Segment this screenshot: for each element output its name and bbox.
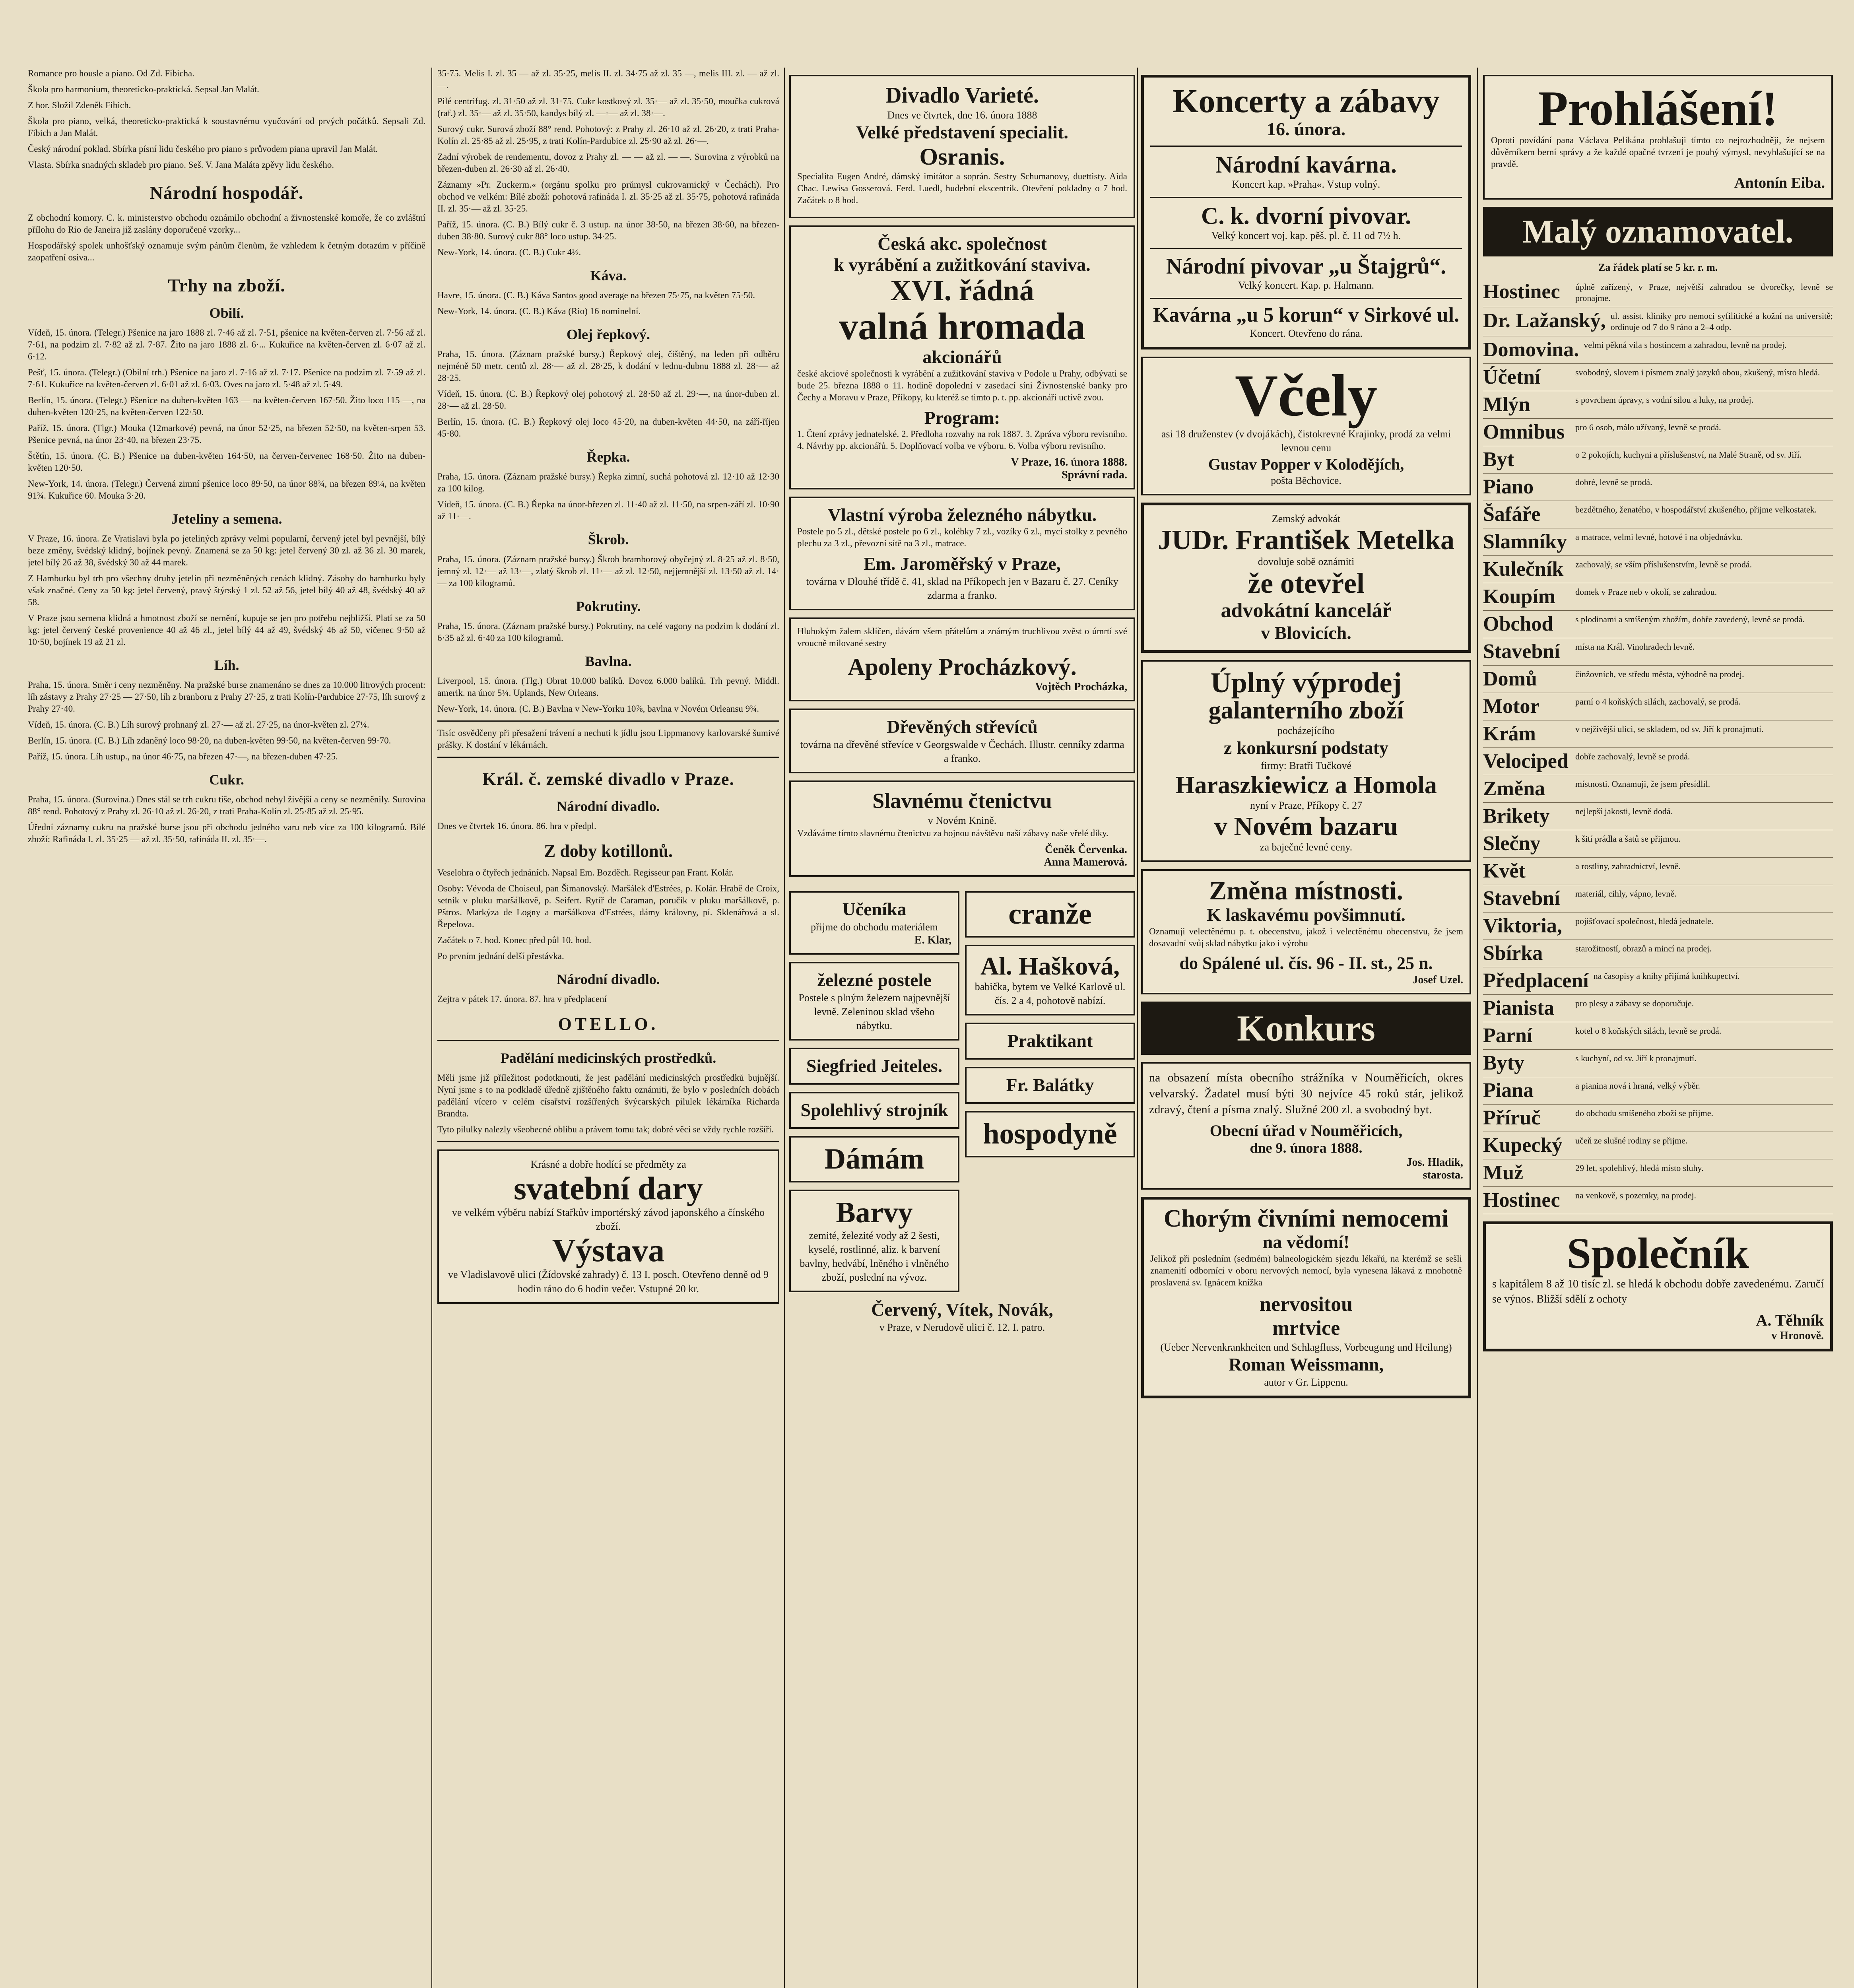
classified-keyword: Piano — [1483, 476, 1534, 499]
divider — [437, 757, 779, 758]
paragraph: Paříž, 15. února. Líh ustup., na únor 46·75, na březen 47·—, na březen-duben 47·25. — [28, 751, 338, 761]
section-title: Národní hospodář. — [149, 182, 304, 203]
paragraph: Měli jsme již příležitost podotknouti, že jest padělání medicinských prostředků bujnější. Nyní jsme s to na podkladě úředně zjištěného faktu oznámiti, že bylo v posledních dobách padělání vícero v celém císařství rozšířených švýcarských pilulek lékárníka Richarda Brandta. — [437, 1073, 779, 1118]
classified-item — [1483, 556, 1833, 583]
subsection-title: Obilí. — [209, 305, 244, 321]
classified-text: dobré, levně se prodá. — [1575, 477, 1652, 487]
classified-text: a matrace, velmi levné, hotové i na objednávku. — [1575, 532, 1743, 542]
paragraph: Praha, 15. února. (Surovina.) Dnes stál se trh cukru tiše, obchod nebyl živější a ceny se nezměnily. Surovina 88° rend. Pohotový z Prahy zl. 26·10 až zl. 26·20, z trati Praha-Kolín zl. 25·85 až zl. 25·95. — [28, 794, 425, 816]
classified-text: pro 6 osob, málo užívaný, levně se prodá. — [1575, 422, 1721, 433]
apprentice-ad: Učeníka přijme do obchodu materiálem E. Klar, — [789, 891, 959, 955]
article-body — [437, 1072, 779, 1136]
shoes-ad: Dřevěných střevíců továrna na dřevěné střevíce v Georgswalde v Čechách. Illustr. cenníky zdarma a franko. — [789, 709, 1135, 773]
paragraph: Praha, 15. února. (Záznam pražské bursy.) Řepkový olej, čištěný, na leden při odběru nejméně 50 metr. centů zl. 28·— až zl. 28·25, k dodání v lednu-dubnu 1888 zl. 28·— až 28·25. — [437, 349, 779, 383]
obituary: Hlubokým žalem sklíčen, dávám všem přátelům a známým truchlivou zvěst o úmrtí své vroucně milované sestry Apoleny Procházkový. Vojtěch Procházka, — [789, 617, 1135, 701]
paragraph: Vlasta. Sbírka snadných skladeb pro piano. Seš. V. Jana Maláta zpěvy lidu českého. — [28, 160, 334, 170]
classified-text: s povrchem úpravy, s vodní silou a luky, na prodej. — [1575, 395, 1754, 405]
classified-text: dobře zachovalý, levně se prodá. — [1575, 751, 1690, 762]
paragraph: Berlín, 15. února. (C. B.) Řepkový olej loco 45·20, na duben-květen 44·50, na září-říjen 45·80. — [437, 417, 779, 439]
classified-text: starožitností, obrazů a mincí na prodej. — [1575, 944, 1712, 954]
paragraph: Vídeň, 15. února. (C. B.) Líh surový prohnaný zl. 27·— až zl. 27·25, na únor-květen zl. 27¼. — [28, 720, 369, 730]
jeiteles-ad: Siegfried Jeiteles. — [789, 1048, 959, 1085]
paragraph: Havre, 15. února. (C. B.) Káva Santos good average na březen 75·75, na květen 75·50. — [437, 290, 755, 300]
classified-item — [1483, 940, 1833, 967]
classified-keyword: Sbírka — [1483, 942, 1543, 965]
balatky-ad: Fr. Balátky — [965, 1067, 1135, 1104]
section-body — [28, 794, 425, 845]
classified-text: místnosti. Oznamuji, že jsem přesídlil. — [1575, 779, 1710, 789]
classified-text: k šití prádla a šatů se přijmou. — [1575, 834, 1681, 844]
column-rule — [784, 68, 785, 1988]
classified-item — [1483, 1187, 1833, 1214]
classified-item — [1483, 748, 1833, 775]
classified-keyword: Obchod — [1483, 613, 1553, 636]
subsection-title: Líh. — [214, 657, 239, 673]
sale-ad: Úplný výprodej galanterního zboží pocházejícího z konkursní podstaty firmy: Bratři Tučkové Haraszkiewicz a Homola nyní v Praze, Příkopy č. 27 v Novém bazaru za baječné levné ceny. — [1141, 660, 1471, 862]
classified-text: svobodný, slovem i písmem znalý jazyků obou, zkušený, místo hledá. — [1575, 367, 1820, 378]
theater-play: Z doby kotillonů. — [544, 841, 673, 861]
paragraph: Osoby: Vévoda de Choiseul, pan Šimanovský. Maršálek d'Estrées, p. Kolár. Hrabě de Croix, setník v pluku maršálkově, p. Seifert. Rytíř de Caraman, poručík v pluku maršálkově, p. Pštros. Markýza de Logny a maršálkova d'Estrées, dámy královny, pí. Sklenářová a sl. Řepelova. — [437, 883, 779, 929]
classified-text: domek v Praze neb v okolí, se zahradou. — [1575, 587, 1717, 597]
classified-text: s kuchyní, od sv. Jiří k pronajmutí. — [1575, 1053, 1697, 1064]
paragraph: Škola pro harmonium, theoreticko-praktická. Sepsal Jan Malát. — [28, 84, 259, 94]
classified-text: velmi pěkná vila s hostincem a zahradou, levně na prodej. — [1584, 340, 1787, 350]
paragraph: Začátek o 7. hod. Konec před půl 10. hod. — [437, 935, 592, 945]
classified-text: 29 let, spolehlivý, hledá místo sluhy. — [1575, 1163, 1704, 1173]
classified-keyword: Květ — [1483, 860, 1526, 883]
paragraph: Vídeň, 15. února. (C. B.) Řepkový olej pohotový zl. 28·50 až zl. 29·—, na únor-duben zl. 28·— až zl. 28·50. — [437, 389, 779, 411]
section-title: Trhy na zboží. — [168, 275, 285, 295]
relocation-ad: Změna místnosti. K laskavému povšimnutí. Oznamuji velectěnému p. t. obecenstvu, jakož i velectěnému obecenstvu, že jsem dosavadní svůj sklad nábytku jako i výrobu do Spálené ul. čís. 96 - II. st., 25 n. Josef Uzel. — [1141, 869, 1471, 994]
paragraph: Paříž, 15. února. (Tlgr.) Mouka (12markové) pevná, na únor 52·25, na březen 52·50, na květen-srpen 53. Pšenice pevná, na únor 23·40, na březen 23·75. — [28, 423, 425, 445]
classified-keyword: Změna — [1483, 777, 1545, 800]
paragraph: Praha, 15. února. Směr i ceny nezměněny. Na pražské burse znamenáno se dnes za 10.000 litrových procent: líh zástavy z Prahy 27·25 — 27·50, líh z branboru z Prahy 27·25, z trati Kolín-Pardubice 27·75, líh surový z Prahy 27·40. — [28, 680, 425, 714]
classified-keyword: Příruč — [1483, 1107, 1541, 1130]
paragraph: Pilé centrifug. zl. 31·50 až zl. 31·75. Cukr kostkový zl. 35·— až zl. 35·50, moučka cukrová (raf.) zl. 35·— až zl. 35·50, kandys bílý zl. —·— až zl. 38·—. — [437, 96, 779, 118]
classified-item — [1483, 391, 1833, 419]
paragraph: Škola pro piano, velká, theoreticko-praktická k soustavnému vyučování od prvých počátků. Sepsali Zd. Fibich a Jan Malát. — [28, 116, 425, 138]
divider — [437, 720, 779, 722]
paragraph: Po prvním jednání delší přestávka. — [437, 951, 564, 961]
subsection-title: Káva. — [590, 268, 627, 283]
divider — [437, 1040, 779, 1041]
classified-keyword: Stavební — [1483, 640, 1560, 663]
classified-text: materiál, cihly, vápno, levně. — [1575, 889, 1677, 899]
classified-text: a rostliny, zahradnictví, levně. — [1575, 861, 1681, 872]
classified-item — [1483, 336, 1833, 364]
section-body — [437, 471, 779, 522]
classified-keyword: Piana — [1483, 1079, 1534, 1102]
bees-ad: Včely asi 18 druženstev (v dvojákách), čistokrevné Krajinky, prodá za velmi levnou cenu Gustav Popper v Kolodějích, pošta Běchovice. — [1141, 357, 1471, 495]
classifieds-list — [1483, 278, 1833, 1214]
subsection-title: Pokrutiny. — [576, 598, 641, 614]
classified-keyword: Muž — [1483, 1161, 1524, 1184]
paragraph: Záznamy »Pr. Zuckerm.« (orgánu spolku pro průmysl cukrovarnický v Čechách). Pro obchod ve velkém: Bílé zboží: pohotová rafináda I. zl. 35·25 až zl. 35·75, pohotová rafináda II. zl. 35·— až zl. 35·25. — [437, 180, 779, 214]
paragraph: Liverpool, 15. února. (Tlg.) Obrat 10.000 balíků. Dovoz 6.000 balíků. Trh pevný. Middl. amerik. na únor 5¼. Uplands, New Orleans. — [437, 676, 779, 698]
classified-text: bezdětného, ženatého, v hospodářství zkušeného, přijme velkostatek. — [1575, 505, 1817, 515]
classified-keyword: Omnibus — [1483, 421, 1565, 444]
classified-keyword: Předplacení — [1483, 969, 1589, 992]
classified-text: s plodinami a smíšeným zbožím, dobře zavedený, levně se prodá. — [1575, 614, 1805, 625]
section-body — [437, 68, 779, 258]
paragraph: Z obchodní komory. C. k. ministerstvo obchodu oznámilo obchodní a živnostenské komoře, že co zvláštní přílohu do Rio de Janeira již zaslány doporučené vzorky... — [28, 213, 425, 235]
concerts-box: Koncerty a zábavy 16. února. Národní kavárna. Koncert kap. »Praha«. Vstup volný. C. k. dvorní pivovar. Velký koncert voj. kap. pěš. pl. č. 11 od 7½ h. Národní pivovar „u Štajgrů“. Velký koncert. Kap. p. Halmann. Kavárna „u 5 korun“ v Sirkové ul. Koncert. Otevřeno do rána. — [1141, 75, 1471, 349]
paragraph: Pešť, 15. února. (Telegr.) (Obilní trh.) Pšenice na jaro zl. 7·16 až zl. 7·17. Pšenice na podzim zl. 7·59 až zl. 7·61. Kukuřice na květen-červen zl. 6·01 až zl. 6·03. Oves na jaro zl. 5·48 až zl. 5·49. — [28, 367, 425, 389]
paragraph: Praha, 15. února. (Záznam pražské bursy.) Pokrutiny, na celé vagony na podzim k dodání zl. 6·35 až zl. 6·40 za 100 kilogramů. — [437, 621, 779, 643]
subsection-title: Bavlna. — [585, 653, 632, 669]
classified-item — [1483, 1132, 1833, 1159]
classified-text: činžovních, ve středu města, výhodně na prodej. — [1575, 669, 1744, 679]
small-ads-grid — [789, 884, 1135, 1300]
classifieds-title: Malý oznamovatel. — [1483, 207, 1833, 256]
konkurs-title: Konkurs — [1141, 1002, 1471, 1055]
classified-item — [1483, 419, 1833, 446]
classified-keyword: Dr. Lažanský, — [1483, 309, 1606, 332]
classified-keyword: Slamníky — [1483, 530, 1567, 553]
paragraph: Paříž, 15. února. (C. B.) Bílý cukr č. 3 ustup. na únor 38·50, na březen 38·60, na březen-duben 38·80. Surový cukr 88° loco ustup. 34·25. — [437, 219, 779, 241]
section-body — [437, 289, 779, 317]
paragraph: Z hor. Složil Zdeněk Fibich. — [28, 100, 131, 110]
classified-item — [1483, 967, 1833, 995]
classified-text: ul. assist. kliniky pro nemoci syfilitické a kožní na universitě; ordinuje od 7 do 9 ráno a 2–4 odp. — [1610, 311, 1833, 332]
section-body — [28, 679, 425, 763]
assembly-ad: Česká akc. společnost k vyrábění a zužitkování staviva. XVI. řádná valná hromada akcionářů české akciové společnosti k vyrábění a zužitkování staviva v Podole u Prahy, odbývati se bude 25. března 1888 o 11. hodině dopolední v zasedací síni Živnostenské banky pro Čechy a Moravu v Praze, Příkopy, ku kteréž se timto p. t. pp. akcionáři uctivě zvou. Program: 1. Čtení zprávy jednatelské. 2. Předloha rozvahy na rok 1887. 3. Zpráva výboru revisního. 4. Návrhy pp. akcionářů. 5. Doplňovací volba ve výboru. 6. Volba výboru revisního. V Praze, 16. února 1888. Správní rada. — [789, 225, 1135, 489]
column-rule — [431, 68, 432, 1988]
paragraph: Z Hamburku byl trh pro všechny druhy jetelin při nezměněných cenách klidný. Zásoby do hamburku byly však značné. Ceny za 50 kg: jetel červený, pravý štýrský 1 zl. 52 až 56, jetel bílý 40 až 48, švédský 40 až 58. — [28, 573, 425, 607]
paragraph: Praha, 15. února. (Záznam pražské bursy.) Škrob bramborový obyčejný zl. 8·25 až zl. 8·50, jemný zl. 12·— až 13·—, zlatý škrob zl. 11·— až zl. 12·50, nejjemnější zl. 13·50 až zl. 14·— za 100 kilogramů. — [437, 554, 779, 588]
paragraph: V Praze, 16. února. Ze Vratislavi byla po jeteliných zprávy velmi popularní, červený jetel byl pevnější, bílý beze změny, švédský klidný, bojínek pevný. Znamená se za 50 kg: jetel červený 30 zl. až 36 zl. 30 marek, jetel bílý 26 až 38, švédský 30 až 44 marek. — [28, 534, 425, 567]
theater-body — [437, 867, 779, 962]
classified-item — [1483, 474, 1833, 501]
lawyer-ad: Zemský advokát JUDr. František Metelka dovoluje sobě oznámiti že otevřel advokátní kancelář v Blovicích. — [1141, 503, 1471, 653]
classified-keyword: Parní — [1483, 1024, 1533, 1047]
classified-keyword: Stavební — [1483, 887, 1560, 910]
konkurs-ad: na obsazení místa obecního strážníka v Nouměřicích, okres velvarský. Žadatel musí býti 30 nejvíce 45 roků stár, jelikož zdravý, čtení a písma znalý. Služné 200 zl. a svobodný byt. Obecní úřad v Nouměřicích, dne 9. února 1888. Jos. Hladík, starosta. — [1141, 1062, 1471, 1190]
classified-keyword: Šafáře — [1483, 503, 1541, 526]
nervous-ad: Chorým čivními nemocemi na vědomí! Jelikož při posledním (sedmém) balneologickém sjezdu lékařů, na kterémž se sešli znamenití odborníci v oboru nervových nemocí, byla vynesena lákavá z mnohotně proslavená sv. Ignácem knížka nervositou mrtvice (Ueber Nervenkrankheiten und Schlagfluss, Vorbeugung und Heilung) Roman Weissmann, autor v Gr. Lippenu. — [1141, 1197, 1471, 1398]
classified-item — [1483, 775, 1833, 803]
classified-text: pojišťovací společnost, hledá jednatele. — [1575, 916, 1714, 926]
theater2-date: Zejtra v pátek 17. února. 87. hra v předplacení — [437, 994, 607, 1004]
classified-item — [1483, 307, 1833, 336]
classified-keyword: Viktoria, — [1483, 914, 1562, 938]
classified-item — [1483, 446, 1833, 474]
classified-item — [1483, 278, 1833, 307]
section-body — [28, 533, 425, 648]
declaration-ad: Prohlášení! Oproti povídání pana Václava Pelikána prohlašuji tímto co nejrozhodněji, že nejsem důvěrníkem berní správy a že každé opačné tvrzení je pouhý výmysl, nevyhlašující se na pravdě. Antonín Eiba. — [1483, 75, 1833, 200]
classified-keyword: Krám — [1483, 722, 1536, 746]
classified-keyword: Pianista — [1483, 997, 1555, 1020]
article-title: Padělání medicinských prostředků. — [500, 1050, 716, 1066]
classified-keyword: Slečny — [1483, 832, 1541, 855]
theater2-header: Národní divadlo. — [557, 971, 660, 987]
section-body — [28, 327, 425, 502]
classified-text: učeň ze slušné rodiny se přijme. — [1575, 1136, 1688, 1146]
column-3 — [789, 68, 1135, 1988]
classified-text: o 2 pokojích, kuchyni a příslušenství, na Malé Straně, od sv. Jiří. — [1575, 450, 1802, 460]
paragraph: New-York, 14. února. (C. B.) Cukr 4½. — [437, 247, 581, 257]
classified-item — [1483, 803, 1833, 830]
paragraph: Zadní výrobek de rendementu, dovoz z Prahy zl. — — až zl. — —. Surovina z výrobků na březen-duben zl. 26·30 až zl. 26·40. — [437, 152, 779, 174]
beds-ad: železné postele Postele s plným železem najpevnější levně. Zeleninou sklad všeho nábytku. — [789, 962, 959, 1041]
furniture-ad: Vlastní výroba železného nábytku. Postele po 5 zl., dětské postele po 6 zl., kolébky 7 zl., vozíky 6 zl., mycí stolky z pevného plechu za 3 zl., převozní sítě na 3 zl., matrace. Em. Jaroměřský v Praze, továrna v Dlouhé třídě č. 41, sklad na Příkopech jen v Bazaru č. 27. Ceníky zdarma a franko. — [789, 497, 1135, 610]
gifts-ad: Krásné a dobře hodící se předměty za svatební dary ve velkém výběru nabízí Stařkův importérský závod japonského a čínského zboží. Výstava ve Vladislavově ulici (Žídovské zahrady) č. 13 I. posch. Otevřeno denně od 9 hodin ráno do 6 hodin večer. Vstupné 20 kr. — [437, 1149, 779, 1304]
classified-keyword: Kupecký — [1483, 1134, 1563, 1157]
section-body — [437, 620, 779, 644]
paragraph: Berlín, 15. února. (Telegr.) Pšenice na duben-květen 163 — na květen-červen 167·50. Žito loco 115 —, na duben-květen 120·25, na květen-červen 122·50. — [28, 395, 425, 417]
classified-text: a pianina nová i hraná, velký výběr. — [1575, 1081, 1701, 1091]
haskova-ad: Al. Hašková, babička, bytem ve Velké Karlově ul. čís. 2 a 4, pohotově nabízí. — [965, 945, 1135, 1015]
classified-item — [1483, 1105, 1833, 1132]
classified-item — [1483, 1077, 1833, 1105]
paragraph: 35·75. Melis I. zl. 35 — až zl. 35·25, melis II. zl. 34·75 až zl. 35 —, melis III. zl. — až zl. —. — [437, 68, 779, 90]
subsection-title: Cukr. — [209, 772, 244, 788]
theater-date: Dnes ve čtvrtek 16. února. 86. hra v předpl. — [437, 821, 596, 831]
housekeeper-ad: hospodyně — [965, 1111, 1135, 1158]
classified-keyword: Mlýn — [1483, 393, 1530, 416]
classified-text: kotel o 8 koňských silách, levně se prodá. — [1575, 1026, 1722, 1036]
classified-text: pro plesy a zábavy se doporučuje. — [1575, 998, 1694, 1009]
paragraph: Vídeň, 15. února. (Telegr.) Pšenice na jaro 1888 zl. 7·46 až zl. 7·51, pšenice na květen-červen zl. 7·56 až zl. 7·61, na podzim zl. 7·82 až zl. 7·87. Žito na jaro 1888 zl. 6·... Kukuřice na květen-červen zl. 6·07 až zl. 6·12. — [28, 328, 425, 361]
classified-item — [1483, 858, 1833, 885]
classified-keyword: Účetní — [1483, 366, 1541, 389]
paragraph: Praha, 15. února. (Záznam pražské bursy.) Řepka zimní, suchá pohotová zl. 12·10 až 12·30 za 100 kilog. — [437, 472, 779, 493]
classified-item — [1483, 583, 1833, 611]
classified-item — [1483, 638, 1833, 666]
classified-keyword: Domů — [1483, 668, 1537, 691]
classified-text: do obchodu smíšeného zboží se přijme. — [1575, 1108, 1714, 1118]
paragraph: Úřední záznamy cukru na pražské burse jsou při obchodu jedného varu neb více za 100 kilogramů. Bílé zboží: Rafináda I. zl. 35·25 — až zl. 35·50, rafináda II. zl. 35·—. — [28, 822, 425, 844]
subsection-title: Olej řepkový. — [567, 326, 650, 342]
classifieds-price: Za řádek platí se 5 kr. r. m. — [1598, 262, 1718, 274]
column-5 — [1483, 68, 1833, 1988]
divider — [437, 1141, 779, 1142]
classified-keyword: Koupím — [1483, 585, 1556, 608]
paragraph: New-York, 14. února. (C. B.) Káva (Rio) 16 nominelní. — [437, 306, 641, 316]
paragraph: Veselohra o čtyřech jednáních. Napsal Em. Bozděch. Regisseur pan Frant. Kolár. — [437, 868, 734, 878]
section-body — [437, 553, 779, 589]
classified-item — [1483, 995, 1833, 1022]
paragraph: New-York, 14. února. (C. B.) Bavlna v New-Yorku 10⅞, bavlna v Novém Orleansu 9¾. — [437, 704, 759, 714]
paragraph: Surový cukr. Surová zboží 88° rend. Pohotový: z Prahy zl. 26·10 až zl. 26·20, z trati Praha-Kolín zl. 25·85 až zl. 25·95, z trati Kolín-Pardubice zl. 25·90 až zl. 26·—. — [437, 124, 779, 146]
colors-firm: Červený, Vítek, Novák, — [871, 1299, 1053, 1320]
classified-item — [1483, 1050, 1833, 1077]
classified-text: v nejživější ulici, se skladem, od sv. Jiří k pronajmutí. — [1575, 724, 1764, 734]
classified-item — [1483, 693, 1833, 720]
variete-ad: Divadlo Varieté. Dnes ve čtvrtek, dne 16. února 1888 Velké představení specialit. Osranis. Specialita Eugen André, dámský imitátor a soprán. Sestry Schumanovy, duettisty. Aida Chac. Lewisa Gosserová. Ferd. Luedl, hudební ekscentrik. Otevření pokladny o 7 hod. Začátek o 8 hod. — [789, 75, 1135, 218]
paragraph: Vídeň, 15. února. (C. B.) Řepka na únor-březen zl. 11·40 až zl. 11·50, na srpen-září zl. 10·90 až 11·—. — [437, 499, 779, 521]
classified-item — [1483, 528, 1833, 556]
column-2 — [437, 68, 779, 1988]
classified-text: úplně zařízený, v Praze, největší zahradou se dvorečky, levně se pronajme. — [1575, 282, 1833, 303]
thanks-ad: Slavnému čtenictvu v Novém Knině. Vzdáváme tímto slavnému čtenictvu za hojnou návštěvu naší zábavy naše vřelé díky. Čeněk Červenka. Anna Mamerová. — [789, 780, 1135, 876]
classified-item — [1483, 364, 1833, 391]
partner-ad: Společník s kapitálem 8 až 10 tisíc zl. se hledá k obchodu dobře zavedenému. Zaručí se výnos. Bližší sdělí z ochoty A. Těhník v Hronově. — [1483, 1221, 1833, 1351]
ladies-ad: Dámám — [789, 1136, 959, 1183]
classified-item — [1483, 666, 1833, 693]
classified-keyword: Brikety — [1483, 805, 1550, 828]
classified-keyword: Kulečník — [1483, 558, 1564, 581]
music-items — [28, 68, 425, 171]
classified-text: zachovalý, se vším příslušenstvím, levně se prodá. — [1575, 559, 1752, 570]
machinist-ad: Spolehlivý strojník — [789, 1092, 959, 1129]
classified-text: na časopisy a knihy přijímá knihkupectví. — [1593, 971, 1740, 981]
classified-keyword: Velociped — [1483, 750, 1569, 773]
classified-keyword: Hostinec — [1483, 1189, 1560, 1212]
theater-sub: Národní divadlo. — [557, 798, 660, 814]
classified-keyword: Hostinec — [1483, 280, 1560, 303]
tisic-ad: Tisíc osvědčeny při přesažení trávení a nechuti k jídlu jsou Lippmanovy karlovarské šumivé prášky. K dostání v lékárnách. — [437, 728, 779, 750]
classified-keyword: Byt — [1483, 448, 1514, 471]
classified-keyword: Motor — [1483, 695, 1539, 718]
paragraph: Tyto pilulky nalezly všeobecné oblibu a právem tomu tak; dobré věci se vždy rychle rozšíří. — [437, 1124, 774, 1134]
cranze-ad: cranže — [965, 891, 1135, 938]
classified-item — [1483, 1159, 1833, 1187]
paragraph: Berlín, 15. února. (C. B.) Líh zdaněný loco 98·20, na duben-květen 99·50, na květen-červen 99·70. — [28, 736, 391, 746]
column-4 — [1141, 68, 1471, 1988]
classified-text: místa na Král. Vinohradech levně. — [1575, 642, 1695, 652]
classified-item — [1483, 912, 1833, 940]
theater-header: Král. č. zemské divadlo v Praze. — [482, 769, 734, 789]
classified-item — [1483, 1022, 1833, 1050]
column-1 — [28, 68, 425, 1988]
classified-item — [1483, 830, 1833, 858]
section-body — [28, 212, 425, 264]
classified-item — [1483, 611, 1833, 638]
paragraph: Hospodářský spolek unhošťský oznamuje svým pánům členům, že vzhledem k četným dotazům v příčině zaopatření osiva... — [28, 241, 425, 262]
subsection-title: Řepka. — [586, 449, 630, 465]
classified-item — [1483, 885, 1833, 912]
classified-text: nejlepší jakosti, levně dodá. — [1575, 806, 1673, 817]
paragraph: Český národní poklad. Sbírka písní lidu českého pro piano s průvodem piana upravil Jan Malát. — [28, 144, 378, 154]
column-rule — [1137, 68, 1138, 1988]
section-body — [437, 675, 779, 715]
colors-address: v Praze, v Nerudově ulici č. 12. I. patro. — [879, 1322, 1045, 1334]
theater2-play: OTELLO. — [558, 1014, 659, 1034]
classified-keyword: Byty — [1483, 1052, 1524, 1075]
paragraph: Romance pro housle a piano. Od Zd. Fibicha. — [28, 68, 195, 78]
subsection-title: Jeteliny a semena. — [171, 511, 282, 527]
paragraph: V Praze jsou semena klidná a hmotnost zboží se nemění, kupuje se jen pro potřebu nejbližší. Platí se za 50 kg: jetel červený české provenience 40 až 46 zl., jetel bílý 44 až 49, švédský 46 až 50, vičenec 9·50 až 10·50, bojínek 19 až 21 zl. — [28, 613, 425, 647]
section-body — [437, 348, 779, 440]
classified-item — [1483, 501, 1833, 528]
classified-keyword: Domovina. — [1483, 338, 1579, 361]
paragraph: New-York, 14. února. (Telegr.) Červená zimní pšenice loco 89·50, na únor 88¾, na březen 89¼, na květen 91¾. Kukuřice 60. Mouka 3·20. — [28, 479, 425, 501]
paragraph: Štětín, 15. února. (C. B.) Pšenice na duben-květen 164·50, na červen-červenec 168·50. Žito na duben-květen 120·50. — [28, 451, 425, 473]
colors-ad: Barvy zemité, železité vody až 2 šesti, kyselé, rostlinné, aliz. k barvení bavlny, hedvábí, lněného i vlněného zboží, poslední na vývoz. — [789, 1190, 959, 1292]
classified-text: parní o 4 koňských silách, zachovalý, se prodá. — [1575, 697, 1741, 707]
column-rule — [1477, 68, 1478, 1988]
classified-text: na venkově, s pozemky, na prodej. — [1575, 1190, 1697, 1201]
classified-item — [1483, 720, 1833, 748]
praktikant-ad: Praktikant — [965, 1023, 1135, 1060]
subsection-title: Škrob. — [588, 532, 629, 547]
